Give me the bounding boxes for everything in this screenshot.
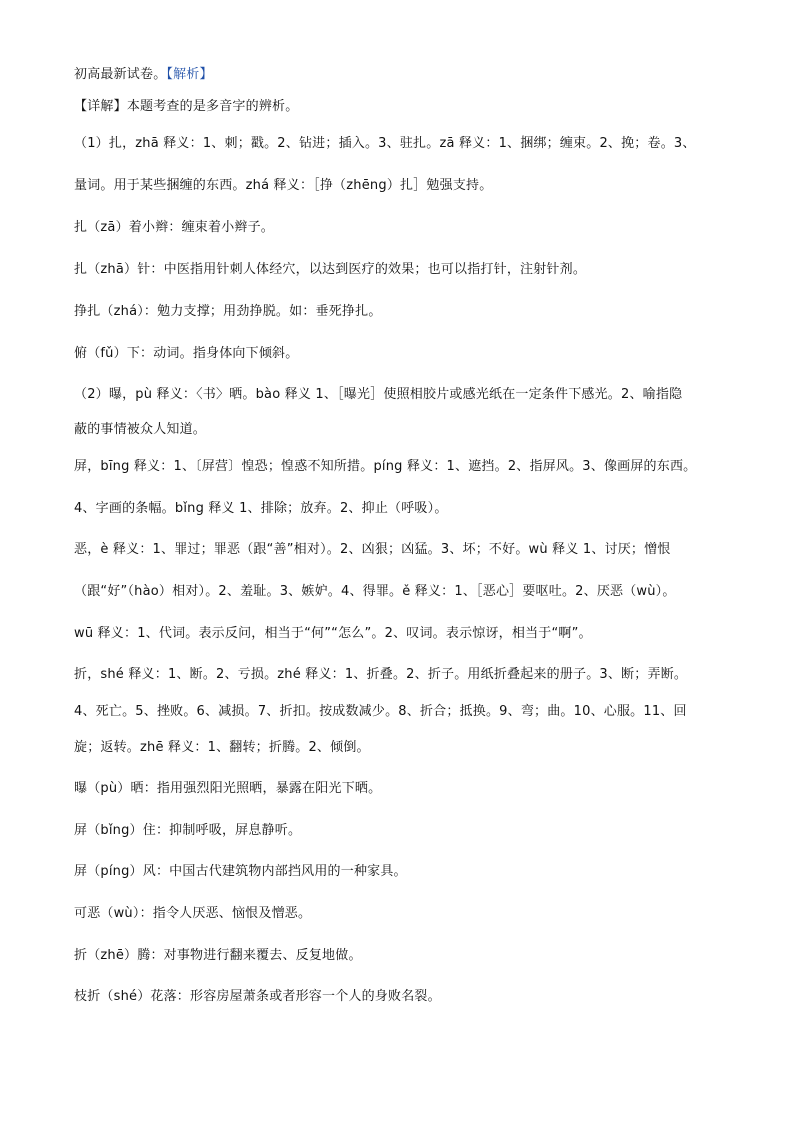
text-line: 屏，bīng 释义：1、〔屏营〕惶恐；惶惑不知所措。píng 释义：1、遮挡。2、指屏风。3、像画屏的东西。 xyxy=(74,459,697,474)
text-line: 曝（pù）晒：指用强烈阳光照晒，暴露在阳光下晒。 xyxy=(74,781,382,796)
text-line: （1）扎，zhā 释义：1、刺；戳。2、钻进；插入。3、驻扎。zā 释义：1、捆绑；缠束。2、挽；卷。3、 xyxy=(74,136,696,151)
text-line: 旋；返转。zhē 释义：1、翻转；折腾。2、倾倒。 xyxy=(74,740,370,755)
header-line xyxy=(74,66,213,84)
text-line: （2）曝，pù 释义：〈书〉晒。bào 释义 1、［曝光］使照相胶片或感光纸在一定条件下感光。2、喻指隐 xyxy=(74,387,683,402)
text-line: 4、字画的条幅。bǐng 释义 1、排除；放弃。2、抑止（呼吸）。 xyxy=(74,501,448,516)
text-line: 折，shé 释义：1、断。2、亏损。zhé 释义：1、折叠。2、折子。用纸折叠起来的册子。3、断；弄断。 xyxy=(74,667,688,682)
header-prefix: 初高最新试卷。 xyxy=(74,67,167,82)
text-line: 蔽的事情被众人知道。 xyxy=(74,422,207,437)
text-line: 俯（fǔ）下：动词。指身体向下倾斜。 xyxy=(74,346,299,361)
text-line: 屏（bǐng）住：抑制呼吸，屏息静听。 xyxy=(74,823,302,838)
text-line: 可恶（wù）：指令人厌恶、恼恨及憎恶。 xyxy=(74,906,312,921)
intro-text: 本题考查的是多音字的辨析。 xyxy=(126,99,299,114)
analysis-tag: 【解析】 xyxy=(166,67,213,82)
text-line: 挣扎（zhá）：勉力支撑；用劲挣脱。如：垂死挣扎。 xyxy=(74,304,382,319)
text-line: 量词。用于某些捆缠的东西。zhá 释义：［挣（zhēng）扎］勉强支持。 xyxy=(74,178,493,193)
text-line: wū 释义：1、代词。表示反问，相当于“何”“怎么”。2、叹词。表示惊讶，相当于“啊”。 xyxy=(74,626,592,641)
intro-line xyxy=(74,98,298,116)
text-line: 恶，è 释义：1、罪过；罪恶（跟“善”相对）。2、凶狠；凶猛。3、坏；不好。wù 释义 1、讨厌；憎恨 xyxy=(74,542,671,557)
text-line: 扎（zā）着小辫：缠束着小辫子。 xyxy=(74,220,274,235)
text-line: 枝折（shé）花落：形容房屋萧条或者形容一个人的身败名裂。 xyxy=(74,989,441,1004)
text-line: （跟“好”（hào）相对）。2、羞耻。3、嫉妒。4、得罪。ě 释义：1、［恶心］要呕吐。2、厌恶（wù）。 xyxy=(74,584,676,599)
text-line: 屏（píng）风：中国古代建筑物内部挡风用的一种家具。 xyxy=(74,864,407,879)
text-line: 扎（zhā）针：中医指用针刺人体经穴，以达到医疗的效果；也可以指打针，注射针剂。 xyxy=(74,262,587,277)
text-line: 4、死亡。5、挫败。6、减损。7、折扣。按成数减少。8、折合；抵换。9、弯；曲。10、心服。11、回 xyxy=(74,704,687,719)
detail-tag: 【详解】 xyxy=(74,99,127,114)
text-line: 折（zhē）腾：对事物进行翻来覆去、反复地做。 xyxy=(74,948,362,963)
